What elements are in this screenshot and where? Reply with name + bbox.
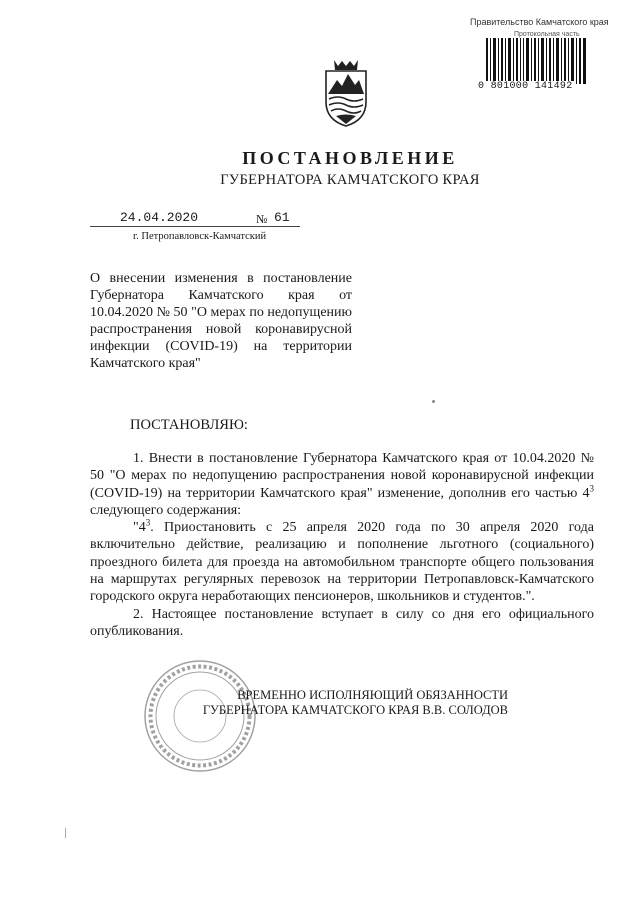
document-number: 61 — [274, 210, 290, 225]
scan-speck — [432, 400, 435, 403]
document-subject: О внесении изменения в постановление Губернатора Камчатского края от 10.04.2020 № 50 "О мерах по недопущению распространения новой коронавирусной инфекции (COVID-19) на территории Камчатского края" — [90, 271, 352, 371]
signature-block — [183, 688, 508, 718]
paragraph-1-tail: следующего содержания: — [90, 502, 242, 518]
document-type-title: ПОСТАНОВЛЕНИЕ — [242, 148, 458, 168]
paragraph-quote-start: "4 — [133, 520, 146, 536]
paragraph-quote-superscript: 3 — [145, 517, 151, 528]
number-sign: № — [256, 212, 268, 226]
kamchatka-coat-of-arms-icon — [324, 58, 368, 128]
decree-word: ПОСТАНОВЛЯЮ: — [130, 417, 248, 433]
barcode-icon — [486, 38, 586, 84]
organization-header: Правительство Камчатского края — [470, 17, 609, 27]
signature-line-1: ВРЕМЕННО ИСПОЛНЯЮЩИЙ ОБЯЗАННОСТИ — [237, 688, 508, 702]
scan-mark — [65, 828, 66, 838]
paragraph-quote-text: . Приостановить с 25 апреля 2020 года по 30 апреля 2020 года включительно действие, реализацию и пополнение льготного (социального) проездного билета для проезда на автомобильном транспорте общего пользования на маршрутах регулярных перевозок на территории Петропавловск-Камчатского городского округа неработающих пенсионеров, школьников и студентов.". — [90, 520, 594, 605]
barcode-label: Протокольная часть — [514, 31, 580, 38]
signature-line-2: ГУБЕРНАТОРА КАМЧАТСКОГО КРАЯ В.В. СОЛОДОВ — [202, 703, 508, 717]
date-underline — [90, 226, 300, 227]
paragraph-1 — [90, 450, 594, 519]
paragraph-2: 2. Настоящее постановление вступает в силу со дня его официального опубликования. — [90, 606, 594, 639]
paragraph-1-superscript: 3 — [589, 482, 594, 493]
barcode-number: 0 801000 141492 — [478, 81, 573, 92]
document-issuer: ГУБЕРНАТОРА КАМЧАТСКОГО КРАЯ — [220, 172, 480, 188]
document-date: 24.04.2020 — [120, 210, 199, 225]
paragraph-1-text: 1. Внести в постановление Губернатора Камчатского края от 10.04.2020 № 50 "О мерах по недопущению распространения новой коронавирусной инфекции (COVID-19) на территории Камчатского края" изменение, дополнив его частью 4 — [90, 451, 594, 501]
document-body — [90, 450, 594, 640]
issue-city: г. Петропавловск-Камчатский — [133, 231, 267, 242]
paragraph-quote — [90, 519, 594, 605]
